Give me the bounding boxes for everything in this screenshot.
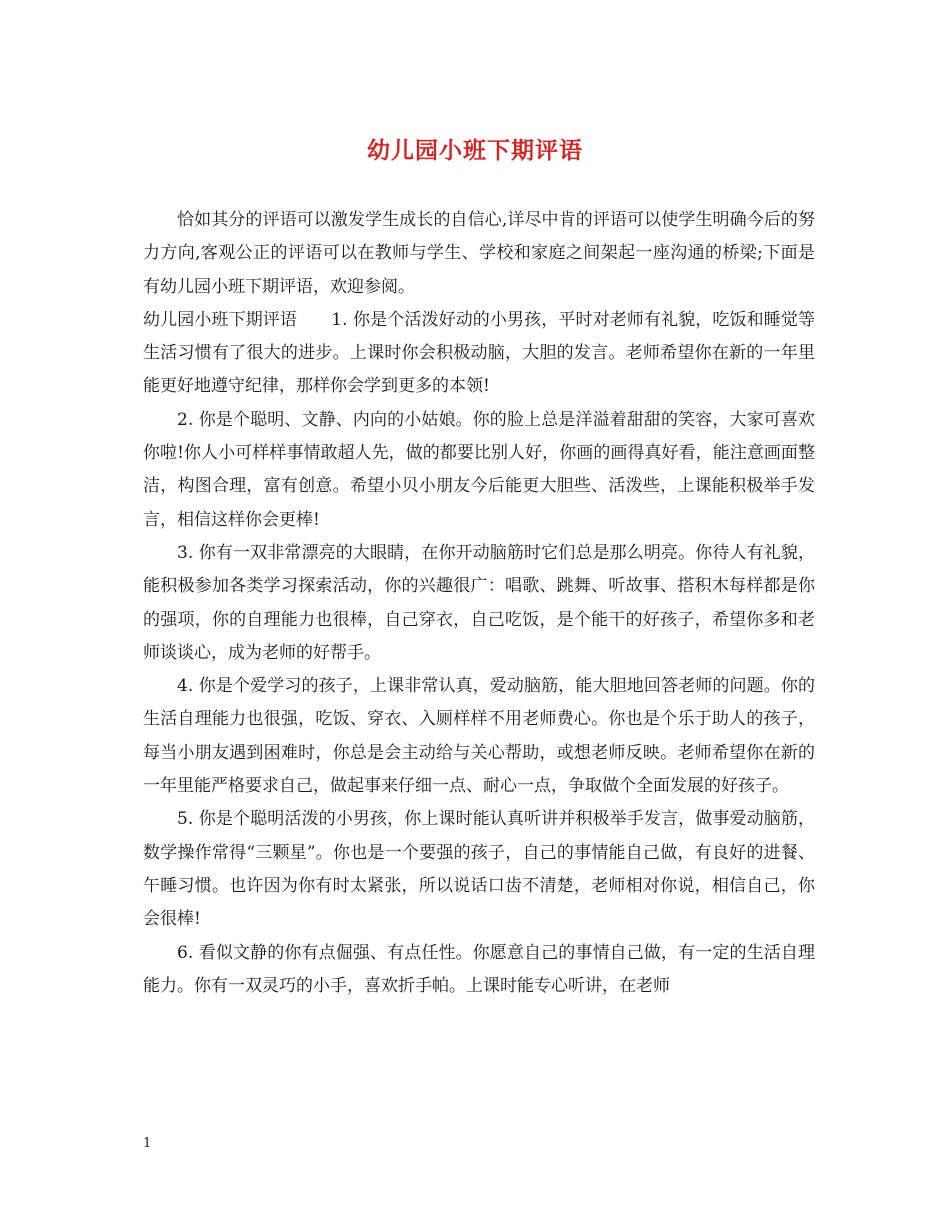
paragraph-comment-5: 5. 你是个聪明活泼的小男孩，你上课时能认真听讲并积极举手发言，做事爱动脑筋，数学操作常得“三颗星”。你也是一个要强的孩子，自己的事情能自己做，有良好的进餐、午睡习惯。也许因为你有时太紧张，所以说话口齿不清楚，老师相对你说，相信自己，你会很棒! bbox=[143, 809, 815, 930]
paragraph-comment-3: 3. 你有一双非常漂亮的大眼睛，在你开动脑筋时它们总是那么明亮。你待人有礼貌，能积极参加各类学习探索活动，你的兴趣很广：唱歌、跳舞、听故事、搭积木每样都是你的强项，你的自理能力也很棒，自己穿衣，自己吃饭，是个能干的好孩子，希望你多和老师谈谈心，成为老师的好帮手。 bbox=[143, 542, 815, 663]
paragraph-comment-4: 4. 你是个爱学习的孩子，上课非常认真，爱动脑筋，能大胆地回答老师的问题。你的生活自理能力也很强，吃饭、穿衣、入厕样样不用老师费心。你也是个乐于助人的孩子，每当小朋友遇到困难时，你总是会主动给与关心帮助，或想老师反映。老师希望你在新的一年里能严格要求自己，做起事来仔细一点、耐心一点，争取做个全面发展的好孩子。 bbox=[143, 676, 815, 797]
paragraph-intro: 恰如其分的评语可以激发学生成长的自信心,详尽中肯的评语可以使学生明确今后的努力方向,客观公正的评语可以在教师与学生、学校和家庭之间架起一座沟通的桥梁;下面是有幼儿园小班下期评语，欢迎参阅。 bbox=[143, 210, 815, 297]
document-body bbox=[143, 204, 815, 1003]
document-title: 幼儿园小班下期评语 bbox=[367, 137, 583, 164]
paragraph-comment-1: 幼儿园小班下期评语 1. 你是个活泼好动的小男孩，平时对老师有礼貌，吃饭和睡觉等生活习惯有了很大的进步。上课时你会积极动脑，大胆的发言。老师希望你在新的一年里能更好地遵守纪律，那样你会学到更多的本领! bbox=[143, 309, 815, 397]
paragraph-comment-6: 6. 看似文静的你有点倔强、有点任性。你愿意自己的事情自己做，有一定的生活自理能力。你有一双灵巧的小手，喜欢折手帕。上课时能专心听讲，在老师 bbox=[143, 942, 815, 996]
page-number: 1 bbox=[143, 1136, 152, 1151]
paragraph-comment-2: 2. 你是个聪明、文静、内向的小姑娘。你的脸上总是洋溢着甜甜的笑容，大家可喜欢你啦!你人小可样样事情敢超人先，做的都要比别人好，你画的画得真好看，能注意画面整洁，构图合理，富有创意。希望小贝小朋友今后能更大胆些、活泼些，上课能积极举手发言，相信这样你会更棒! bbox=[143, 409, 815, 530]
